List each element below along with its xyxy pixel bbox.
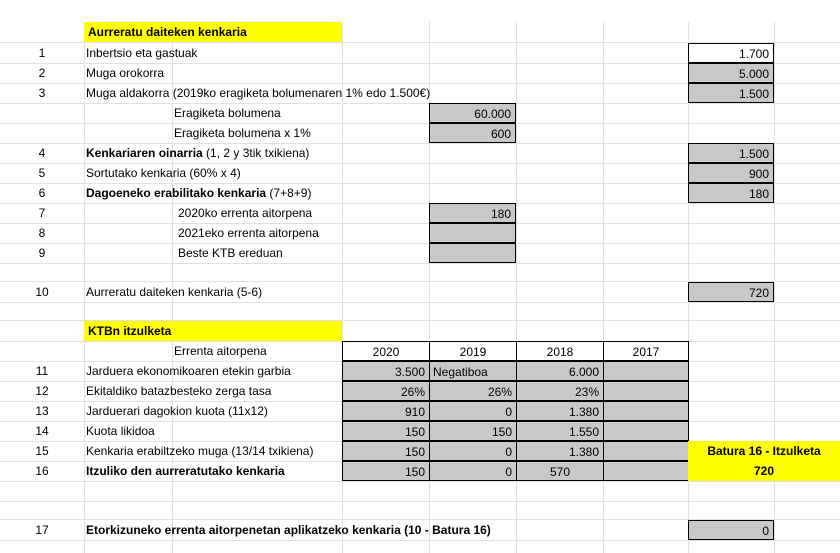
value-investments[interactable]: 1.700 (688, 43, 774, 63)
ktb-cell[interactable]: Negatiboa (429, 361, 517, 381)
ktb-cell[interactable] (603, 421, 689, 441)
ktb-cell[interactable] (603, 401, 689, 421)
value-operation-volume-1pct[interactable]: 600 (429, 123, 516, 143)
ktb-year-header: 2020 (342, 341, 430, 361)
row-number: 7 (38, 206, 46, 220)
row-label-future-deduction: Etorkizuneko errenta aitorpenetan aplikatzeko kenkaria (10 - Batura 16) (86, 523, 491, 537)
value-operation-volume[interactable]: 60.000 (429, 103, 516, 123)
ktb-row-label: Itzuliko den aurreratutako kenkaria (86, 464, 285, 478)
ktb-cell[interactable] (603, 461, 689, 481)
row-number: 17 (35, 523, 49, 537)
ktb-row-label: Jarduera ekonomikoaren etekin garbia (86, 364, 291, 378)
row-label-operation-volume: Eragiketa bolumena (174, 106, 281, 120)
row-label-2020-return: 2020ko errenta aitorpena (178, 206, 313, 220)
ktb-cell[interactable] (603, 381, 689, 401)
value-used-deduction[interactable]: 180 (688, 183, 774, 203)
row-number: 14 (35, 424, 49, 438)
ktb-row-label: Kuota likidoa (86, 424, 155, 438)
ktb-cell[interactable]: 3.500 (342, 361, 430, 381)
ktb-row-label: Jarduerari dagokion kuota (11x12) (86, 404, 268, 418)
ktb-cell[interactable]: 150 (342, 461, 430, 481)
sum-value: 720 (688, 461, 840, 481)
row-label-used-deduction: Dagoeneko erabilitako kenkaria (7+8+9) (86, 186, 312, 200)
ktb-cell[interactable]: 0 (429, 461, 517, 481)
ktb-cell[interactable] (603, 361, 689, 381)
row-label-other-ktb: Beste KTB ereduan (178, 246, 283, 260)
row-number: 6 (38, 186, 46, 200)
row-number: 9 (38, 246, 46, 260)
value-deduction-base[interactable]: 1.500 (688, 143, 774, 163)
row-number: 4 (38, 146, 46, 160)
ktb-cell[interactable]: 910 (342, 401, 430, 421)
row-label-2021-return: 2021eko errenta aitorpena (178, 226, 319, 240)
ktb-cell[interactable]: 1.380 (516, 401, 604, 421)
ktb-cell[interactable]: 1.550 (516, 421, 604, 441)
row-label-variable-limit: Muga aldakorra (2019ko eragiketa bolumenaren 1% edo 1.500€) (86, 86, 431, 100)
row-number: 11 (35, 364, 49, 378)
value-generated-deduction[interactable]: 900 (688, 163, 774, 183)
row-number: 13 (35, 404, 49, 418)
ktb-cell[interactable]: 6.000 (516, 361, 604, 381)
ktb-cell[interactable]: 150 (429, 421, 517, 441)
ktb-year-header: 2017 (603, 341, 689, 361)
row-number: 2 (38, 66, 46, 80)
row-number: 10 (35, 285, 49, 299)
ktb-header-label: Errenta aitorpena (174, 344, 267, 358)
ktb-year-header: 2018 (516, 341, 604, 361)
row-number: 1 (38, 46, 46, 60)
row-label-generated-deduction: Sortutako kenkaria (60% x 4) (86, 166, 241, 180)
value-variable-limit[interactable]: 1.500 (688, 83, 774, 103)
row-number: 8 (38, 226, 46, 240)
row-number: 12 (35, 384, 49, 398)
ktb-cell[interactable]: 26% (342, 381, 430, 401)
ktb-row-label: Kenkaria erabiltzeko muga (13/14 txikiena) (86, 444, 314, 458)
ktb-cell[interactable]: 570 (516, 461, 604, 481)
ktb-row-label: Ekitaldiko batazbesteko zerga tasa (86, 384, 272, 398)
row-label-general-limit: Muga orokorra (86, 66, 165, 80)
value-advanceable-deduction[interactable]: 720 (688, 282, 774, 302)
row-number: 16 (35, 464, 49, 478)
row-number: 3 (38, 86, 46, 100)
section-title-ktb-refund: KTBn itzulketa (84, 321, 342, 341)
value-other-ktb[interactable] (429, 243, 516, 263)
ktb-cell[interactable]: 0 (429, 401, 517, 421)
section-title-deduction: Aurreratu daiteken kenkaria (84, 22, 342, 42)
ktb-cell[interactable]: 23% (516, 381, 604, 401)
row-number: 15 (35, 444, 49, 458)
row-number: 5 (38, 166, 46, 180)
row-label-operation-volume-1pct: Eragiketa bolumena x 1% (174, 126, 311, 140)
ktb-cell[interactable]: 150 (342, 421, 430, 441)
ktb-cell[interactable]: 0 (429, 441, 517, 461)
row-label-advanceable-deduction: Aurreratu daiteken kenkaria (5-6) (86, 285, 263, 299)
sum-label: Batura 16 - Itzulketa (688, 441, 840, 461)
ktb-cell[interactable]: 26% (429, 381, 517, 401)
value-2021-return[interactable] (429, 223, 516, 243)
ktb-cell[interactable] (603, 441, 689, 461)
ktb-cell[interactable]: 150 (342, 441, 430, 461)
value-general-limit[interactable]: 5.000 (688, 63, 774, 83)
row-label-deduction-base: Kenkariaren oinarria (1, 2 y 3tik txikiena) (86, 146, 310, 160)
row-label-investments: Inbertsio eta gastuak (86, 46, 198, 60)
value-2020-return[interactable]: 180 (429, 203, 516, 223)
ktb-year-header: 2019 (429, 341, 517, 361)
ktb-cell[interactable]: 1.380 (516, 441, 604, 461)
value-future-deduction[interactable]: 0 (688, 520, 774, 540)
